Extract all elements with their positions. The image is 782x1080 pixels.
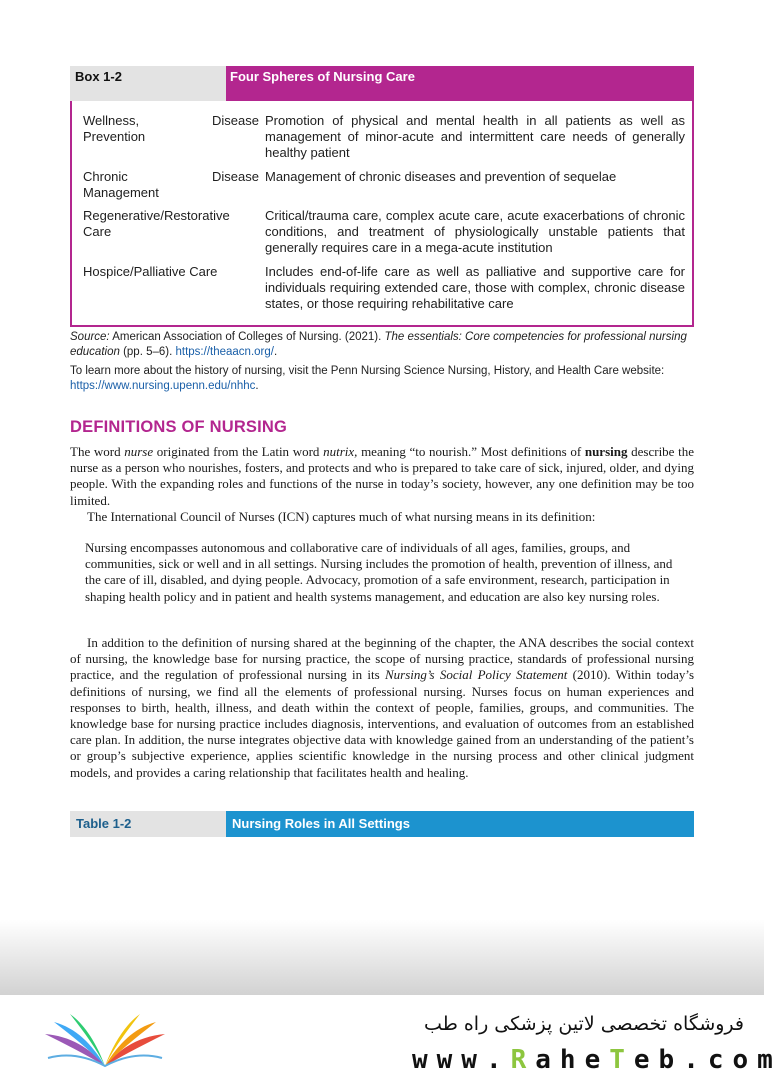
sphere-description: Management of chronic diseases and prevention of sequelae: [265, 169, 617, 184]
p1-italic-nurse: nurse: [124, 444, 154, 459]
sphere-name-part: Management: [83, 185, 159, 200]
site-part: ahe: [535, 1045, 610, 1075]
source-end: .: [273, 346, 278, 358]
p3-italic-title: Nursing’s Social Policy Statement: [384, 667, 568, 683]
source-link[interactable]: https://theaacn.org/: [175, 346, 274, 358]
sphere-name: [83, 169, 259, 201]
sphere-name-part: Disease: [212, 113, 259, 128]
p3-text: (2010). Within today’s definitions of nursing, we find all the elements of professional nursing. Nurses focus on human experiences and responses to birth, health, illness, and death within the context of people, families, groups, and communities. The knowledge base for nursing practice includes diagnosis, interventions, and evaluation of outcomes from an established care plan. In addition, the nurse integrates objective data with knowledge gained from an understanding of the patient’s or group’s subjective experience, applies scientific knowledge in the nursing process and other clinical judgment models, and provides a caring relationship that facilitates health and healing.: [70, 667, 695, 780]
table-label: Table 1-2: [70, 811, 226, 837]
p1-italic-nutrix: nutrix,: [323, 444, 358, 459]
source-pages: (pp. 5–6).: [119, 346, 176, 358]
sphere-name-part: Chronic: [83, 169, 128, 184]
table-header: [70, 811, 694, 837]
site-part: T: [609, 1045, 634, 1075]
sphere-name: Regenerative/Restorative Care: [83, 208, 230, 239]
website-url[interactable]: [412, 1045, 782, 1075]
sphere-name: [83, 113, 259, 145]
source-text: American Association of Colleges of Nursing. (2021).: [109, 331, 385, 343]
p1-text: meaning “to nourish.” Most definitions of: [357, 444, 585, 459]
sphere-description: Includes end-of-life care as well as palliative and supportive care for individuals requiring extended care, those with complex, chronic disease states, or those requiring rehabilitative care: [265, 264, 685, 311]
store-name-persian: فروشگاه تخصصی لاتین پزشکی راه طب: [424, 1013, 744, 1035]
p1-text: originated from the Latin word: [153, 444, 324, 459]
icn-definition-quote: Nursing encompasses autonomous and collaborative care of individuals of all ages, families, groups, and communities, sick or well and in all settings. Nursing includes the promotion of health, prevention of illness, and the care of ill, disabled, and dying people. Advocacy, promotion of a safe environment, research, participation in shaping health policy and in patient and health systems management, and education are also key nursing roles.: [85, 540, 673, 604]
site-part: R: [510, 1045, 536, 1075]
learn-link[interactable]: https://www.nursing.upenn.edu/nhhc: [70, 380, 256, 392]
sphere-name-part: Wellness,: [83, 113, 140, 128]
source-label: Source:: [70, 331, 110, 343]
page-bottom-shade: [0, 920, 764, 1000]
paragraph-2: The International Council of Nurses (ICN) captures much of what nursing means in its definition:: [87, 509, 596, 524]
p1-text: describe the nurse as a person who nourishes, fosters, and protects and who is prepared to take care of sick, injured, older, and dying people. With the expanding roles and functions of the nurse in today’s society, however, any one definition may be too limited.: [70, 444, 694, 508]
p1-bold-nursing: nursing: [584, 444, 628, 459]
source-title: The essentials: Core competencies for professional nursing education: [70, 331, 687, 358]
sphere-name: Hospice/Palliative Care: [83, 264, 218, 279]
paragraph-1: [70, 444, 694, 509]
box-body: [70, 101, 694, 327]
learn-text: To learn more about the history of nursing, visit the Penn Nursing Science Nursing, History, and Health Care website:: [70, 365, 665, 377]
learn-end: .: [255, 380, 259, 392]
book-logo-icon: [40, 1008, 170, 1070]
site-part: eb.com: [633, 1045, 782, 1075]
sphere-description: Critical/trauma care, complex acute care, acute exacerbations of chronic conditions, and treatment of physiologically unstable patients that generally requires care in a mega-acute institution: [265, 208, 685, 255]
box-title: Four Spheres of Nursing Care: [226, 66, 694, 101]
sphere-name-part: Prevention: [83, 129, 146, 144]
section-heading: DEFINITIONS OF NURSING: [70, 418, 288, 436]
p3-text: In addition to the definition of nursing shared at the beginning of the chapter, the ANA describes the social context of nursing, the knowledge base for nursing practice, the scope of nursing practice, standards of professional nursing practice, and the regulation of professional nursing in its: [70, 635, 694, 683]
box-label: Box 1-2: [70, 66, 226, 101]
paragraph-3: [70, 635, 694, 781]
table-title: Nursing Roles in All Settings: [226, 811, 694, 837]
source-citation: [70, 330, 696, 360]
box-header: [70, 66, 694, 101]
site-part: www.: [412, 1045, 511, 1075]
p1-text: The word: [70, 444, 125, 459]
sphere-name-part: Disease: [212, 169, 259, 184]
sphere-description: Promotion of physical and mental health in all patients as well as management of minor-acute and intermittent care needs of generally healthy patient: [265, 113, 685, 160]
learn-more-note: [70, 364, 696, 394]
